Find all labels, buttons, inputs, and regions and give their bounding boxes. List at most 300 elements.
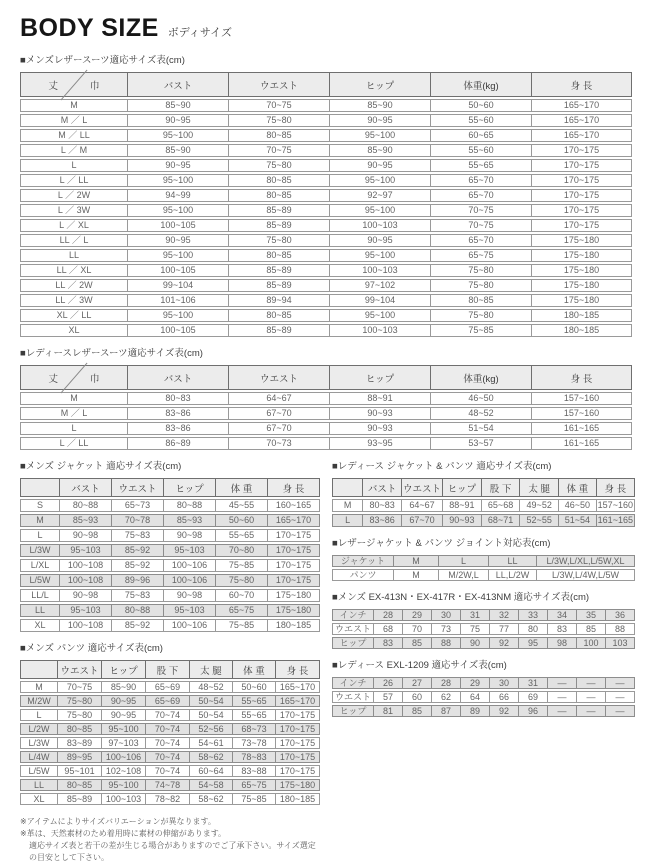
cell: 74~78: [146, 779, 190, 791]
cell: 170~175: [268, 574, 320, 587]
cell: 70~80: [216, 544, 268, 557]
table-row: [20, 249, 632, 262]
table-row: [20, 709, 320, 721]
header-row: [20, 72, 632, 97]
cell: 100: [577, 637, 606, 649]
cell: 64~67: [402, 499, 443, 512]
cell: 100~108: [60, 559, 112, 572]
cell: 170~175: [276, 723, 320, 735]
footnote-line: ※アイテムによりサイズバリエーションが異なります。: [20, 817, 216, 826]
ladies-exl-table: [332, 675, 635, 719]
cell: 90~95: [330, 234, 431, 247]
cell: 170~175: [532, 219, 632, 232]
cell: 90~93: [330, 407, 431, 420]
cell: 161~165: [597, 514, 635, 527]
cell: 55~65: [431, 159, 532, 172]
cell: 170~175: [268, 544, 320, 557]
row-label: L ／ 3W: [20, 204, 128, 217]
cell: 170~175: [532, 144, 632, 157]
table-row: [332, 705, 635, 717]
cell: 83~86: [128, 422, 229, 435]
cell: 165~170: [268, 514, 320, 527]
cell: 85~92: [112, 559, 164, 572]
cell: 75~85: [216, 559, 268, 572]
cell: L/3W,L/XL,L/5W,XL: [537, 555, 635, 567]
ladies-jacket-pants-table: [332, 476, 635, 529]
cell: 67~70: [229, 422, 330, 435]
cell: 53~57: [431, 437, 532, 450]
cell: 80~85: [58, 723, 102, 735]
cell: 64~67: [229, 392, 330, 405]
cell: 180~185: [276, 793, 320, 805]
section-title-mens-pants: ■メンズ パンツ 適応サイズ表(cm): [20, 643, 163, 654]
column-header: 身 長: [276, 660, 320, 679]
cell: 95~100: [102, 779, 146, 791]
cell: 70~75: [431, 204, 532, 217]
cell: 80~83: [128, 392, 229, 405]
two-column-area: [20, 461, 635, 864]
table-row: [332, 637, 635, 649]
row-label: L: [20, 422, 128, 435]
row-label: M: [332, 499, 363, 512]
cell: 83~89: [58, 737, 102, 749]
cell: 55~65: [233, 709, 276, 721]
row-label: ウエスト: [332, 623, 374, 635]
cell: 58~62: [190, 793, 233, 805]
row-label: LL: [20, 249, 128, 262]
cell: 69: [519, 691, 548, 703]
cell: 48~52: [190, 681, 233, 693]
cell: 88~91: [330, 392, 431, 405]
cell: 95: [519, 637, 548, 649]
column-header: 身 長: [532, 365, 632, 390]
cell: 68~71: [482, 514, 521, 527]
cell: 65~69: [146, 681, 190, 693]
cell: 161~165: [532, 437, 632, 450]
cell: 95~100: [330, 129, 431, 142]
table-row: [20, 499, 320, 512]
row-label: XL: [20, 793, 58, 805]
mens-pants-table-wrap: [20, 658, 320, 807]
corner-label-length: 丈: [48, 373, 58, 385]
section-ladies-leather-suit: [20, 348, 635, 452]
mens-pants-table: [20, 658, 320, 807]
cell: M: [394, 555, 439, 567]
cell: 95~100: [128, 204, 229, 217]
row-label: L ／ LL: [20, 437, 128, 450]
cell: 60: [403, 691, 432, 703]
table-row: [20, 681, 320, 693]
cell: —: [548, 677, 577, 689]
cell: 85: [577, 623, 606, 635]
row-label: M: [20, 392, 128, 405]
cell: 29: [461, 677, 490, 689]
cell: 81: [374, 705, 403, 717]
section-mens-jacket: [20, 461, 320, 634]
cell: 170~175: [532, 204, 632, 217]
cell: 46~50: [559, 499, 597, 512]
cell: 175~180: [532, 264, 632, 277]
cell: 80~85: [431, 294, 532, 307]
cell: 75~83: [112, 529, 164, 542]
cell: 175~180: [268, 589, 320, 602]
cell: 85~89: [58, 793, 102, 805]
cell: 83: [548, 623, 577, 635]
cell: 70~75: [431, 219, 532, 232]
mens-leather-suit-table-wrap: [20, 70, 635, 339]
cell: 165~170: [276, 681, 320, 693]
row-label: L/2W: [20, 723, 58, 735]
page-subtitle: ボディサイズ: [167, 27, 233, 39]
column-header: 体重(kg): [431, 365, 532, 390]
cell: 70~75: [229, 99, 330, 112]
cell: 85~89: [229, 204, 330, 217]
ladies-leather-suit-table-wrap: [20, 363, 635, 452]
diagonal-line: [61, 362, 88, 393]
cell: 73~78: [233, 737, 276, 749]
cell: 100~103: [330, 264, 431, 277]
cell: 99~104: [330, 294, 431, 307]
row-label: M ／ LL: [20, 129, 128, 142]
size-corner-cell: [20, 660, 58, 679]
cell: 70~74: [146, 751, 190, 763]
row-label: L: [332, 514, 363, 527]
cell: 31: [519, 677, 548, 689]
row-label: パンツ: [332, 569, 394, 581]
cell: 80~88: [60, 499, 112, 512]
cell: 85~93: [164, 514, 216, 527]
table-row: [20, 765, 320, 777]
cell: 90~98: [164, 529, 216, 542]
cell: 89~94: [229, 294, 330, 307]
section-title-ladies-exl: ■レディース EXL-1209 適応サイズ表(cm): [332, 660, 507, 671]
cell: 88: [432, 637, 461, 649]
cell: 157~160: [532, 407, 632, 420]
cell: 32: [490, 609, 519, 621]
cell: 58~62: [190, 751, 233, 763]
cell: 49~52: [520, 499, 559, 512]
cell: 165~170: [532, 114, 632, 127]
cell: 95~100: [102, 723, 146, 735]
cell: 165~170: [532, 99, 632, 112]
cell: 55~60: [431, 144, 532, 157]
cell: 34: [548, 609, 577, 621]
page-header: [20, 14, 635, 43]
cell: —: [577, 677, 606, 689]
cell: —: [606, 705, 635, 717]
table-row: [20, 437, 632, 450]
cell: 68: [374, 623, 403, 635]
cell: 80~88: [112, 604, 164, 617]
cell: 170~175: [276, 709, 320, 721]
table-row: [20, 99, 632, 112]
table-row: [20, 407, 632, 420]
cell: 95~103: [164, 604, 216, 617]
ladies-leather-suit-table: [20, 363, 632, 452]
row-label: インチ: [332, 609, 374, 621]
cell: 83~86: [128, 407, 229, 420]
cell: 100~103: [102, 793, 146, 805]
header-row: [332, 478, 635, 497]
row-label: L: [20, 529, 60, 542]
cell: 95~100: [128, 174, 229, 187]
cell: 161~165: [532, 422, 632, 435]
table-row: [332, 623, 635, 635]
column-header: ウエスト: [402, 478, 443, 497]
table-row: [20, 144, 632, 157]
cell: 28: [432, 677, 461, 689]
column-header: 太 腿: [190, 660, 233, 679]
cell: 68~73: [233, 723, 276, 735]
table-row: [20, 793, 320, 805]
row-label: LL ／ 2W: [20, 279, 128, 292]
row-label: L: [20, 709, 58, 721]
cell: 90~93: [330, 422, 431, 435]
row-label: L/XL: [20, 559, 60, 572]
cell: 175~180: [268, 604, 320, 617]
cell: 60~65: [431, 129, 532, 142]
column-header: ヒップ: [330, 72, 431, 97]
cell: LL: [489, 555, 537, 567]
cell: —: [548, 705, 577, 717]
cell: 75: [461, 623, 490, 635]
header-row: [20, 478, 320, 497]
row-label: LL ／ XL: [20, 264, 128, 277]
cell: 85~92: [112, 544, 164, 557]
cell: 89~95: [58, 751, 102, 763]
cell: 70~75: [229, 144, 330, 157]
column-header: 体 重: [216, 478, 268, 497]
cell: 90~95: [330, 114, 431, 127]
column-header: 身 長: [597, 478, 635, 497]
row-label: L/4W: [20, 751, 58, 763]
cell: 70~75: [58, 681, 102, 693]
cell: 50~60: [216, 514, 268, 527]
cell: 100~105: [128, 219, 229, 232]
table-row: [20, 309, 632, 322]
row-label: M ／ L: [20, 114, 128, 127]
cell: 170~175: [532, 174, 632, 187]
cell: 55~65: [216, 529, 268, 542]
table-row: [20, 234, 632, 247]
cell: 57: [374, 691, 403, 703]
cell: 95~103: [60, 604, 112, 617]
cell: 165~170: [532, 129, 632, 142]
cell: 95~100: [330, 309, 431, 322]
cell: —: [606, 677, 635, 689]
cell: 85: [403, 705, 432, 717]
cell: 170~175: [532, 159, 632, 172]
cell: 100~105: [128, 264, 229, 277]
cell: 170~175: [268, 559, 320, 572]
table-row: [20, 204, 632, 217]
column-header: 太 腿: [520, 478, 559, 497]
cell: 92: [490, 705, 519, 717]
cell: 95~101: [58, 765, 102, 777]
row-label: L/3W: [20, 544, 60, 557]
footnotes: [20, 816, 320, 864]
cell: 70~74: [146, 709, 190, 721]
cell: 78~83: [233, 751, 276, 763]
table-row: [20, 604, 320, 617]
cell: 85~90: [102, 681, 146, 693]
cell: 87: [432, 705, 461, 717]
cell: 65~70: [431, 174, 532, 187]
cell: 77: [490, 623, 519, 635]
cell: 27: [403, 677, 432, 689]
row-label: ジャケット: [332, 555, 394, 567]
section-joint: [332, 538, 635, 583]
table-row: [332, 609, 635, 621]
row-label: XL ／ LL: [20, 309, 128, 322]
cell: 75~83: [112, 589, 164, 602]
cell: 90~95: [102, 695, 146, 707]
cell: 75~80: [431, 309, 532, 322]
row-label: LL/L: [20, 589, 60, 602]
row-label: M: [20, 99, 128, 112]
cell: 75~85: [233, 793, 276, 805]
table-row: [20, 294, 632, 307]
column-header: 身 長: [532, 72, 632, 97]
row-label: L ／ LL: [20, 174, 128, 187]
column-header: ウエスト: [112, 478, 164, 497]
row-label: M ／ L: [20, 407, 128, 420]
column-header: バスト: [128, 365, 229, 390]
cell: 95~100: [128, 249, 229, 262]
cell: 157~160: [597, 499, 635, 512]
row-label: L ／ XL: [20, 219, 128, 232]
cell: 65~73: [112, 499, 164, 512]
section-mens-pants: [20, 643, 320, 807]
header-row: [20, 660, 320, 679]
cell: 67~70: [402, 514, 443, 527]
right-column: [332, 461, 635, 728]
cell: 80~85: [229, 189, 330, 202]
cell: 70~74: [146, 737, 190, 749]
table-row: [20, 219, 632, 232]
cell: 96: [519, 705, 548, 717]
size-corner-cell: [20, 365, 128, 390]
cell: 175~180: [276, 779, 320, 791]
cell: 52~56: [190, 723, 233, 735]
cell: 48~52: [431, 407, 532, 420]
cell: 90~93: [443, 514, 482, 527]
cell: 95~100: [128, 129, 229, 142]
cell: 90~98: [60, 589, 112, 602]
mens-ex-table-wrap: [332, 607, 635, 651]
section-mens-leather-suit: [20, 55, 635, 339]
cell: 70~74: [146, 765, 190, 777]
cell: 33: [519, 609, 548, 621]
cell: 88: [606, 623, 635, 635]
cell: 85: [403, 637, 432, 649]
table-row: [20, 114, 632, 127]
cell: 94~99: [128, 189, 229, 202]
cell: 80~85: [229, 174, 330, 187]
cell: 28: [374, 609, 403, 621]
cell: M: [394, 569, 439, 581]
cell: 85~90: [330, 144, 431, 157]
ladies-jacket-pants-table-wrap: [332, 476, 635, 529]
cell: 170~175: [268, 529, 320, 542]
cell: 100~106: [164, 619, 216, 632]
table-row: [20, 189, 632, 202]
mens-leather-suit-table: [20, 70, 632, 339]
cell: 92: [490, 637, 519, 649]
cell: 175~180: [532, 234, 632, 247]
cell: 85~90: [128, 144, 229, 157]
table-row: [20, 129, 632, 142]
row-label: LL: [20, 779, 58, 791]
cell: 62: [432, 691, 461, 703]
cell: 30: [490, 677, 519, 689]
cell: 90~95: [128, 114, 229, 127]
cell: 65~75: [431, 249, 532, 262]
column-header: ヒップ: [102, 660, 146, 679]
mens-jacket-table: [20, 476, 320, 634]
cell: 180~185: [268, 619, 320, 632]
cell: 97~103: [102, 737, 146, 749]
cell: 80~85: [229, 129, 330, 142]
cell: 100~103: [330, 219, 431, 232]
row-label: ヒップ: [332, 637, 374, 649]
cell: 85~89: [229, 264, 330, 277]
cell: 75~80: [229, 114, 330, 127]
cell: 70: [403, 623, 432, 635]
row-label: L ／ M: [20, 144, 128, 157]
cell: 80~85: [58, 779, 102, 791]
cell: 50~60: [233, 681, 276, 693]
cell: 101~106: [128, 294, 229, 307]
cell: 100~106: [164, 559, 216, 572]
column-header: ウエスト: [229, 72, 330, 97]
column-header: ヒップ: [330, 365, 431, 390]
cell: —: [606, 691, 635, 703]
cell: 100~105: [128, 324, 229, 337]
cell: 100~108: [60, 619, 112, 632]
section-title-joint: ■レザージャケット & パンツ ジョイント対応表(cm): [332, 538, 551, 549]
cell: 83~88: [233, 765, 276, 777]
cell: 78~82: [146, 793, 190, 805]
cell: 75~80: [229, 159, 330, 172]
cell: 85~89: [229, 279, 330, 292]
cell: 29: [403, 609, 432, 621]
cell: 75~80: [431, 264, 532, 277]
section-title-mens-leather-suit: ■メンズレザースーツ適応サイズ表(cm): [20, 55, 185, 66]
column-header: 体 重: [559, 478, 597, 497]
cell: 54~61: [190, 737, 233, 749]
cell: 50~60: [431, 99, 532, 112]
cell: 26: [374, 677, 403, 689]
row-label: M/2W: [20, 695, 58, 707]
table-row: [20, 737, 320, 749]
cell: —: [577, 691, 606, 703]
cell: 65~75: [216, 604, 268, 617]
column-header: ウエスト: [58, 660, 102, 679]
cell: 70~73: [229, 437, 330, 450]
cell: 93~95: [330, 437, 431, 450]
table-row: [332, 569, 635, 581]
cell: 70~74: [146, 723, 190, 735]
cell: 95~103: [164, 544, 216, 557]
section-title-ladies-jacket-pants: ■レディース ジャケット & パンツ 適応サイズ表(cm): [332, 461, 552, 472]
cell: 85~92: [112, 619, 164, 632]
cell: 75~80: [431, 279, 532, 292]
cell: L: [439, 555, 489, 567]
cell: 52~55: [520, 514, 559, 527]
cell: 80~88: [164, 499, 216, 512]
cell: 100~108: [60, 574, 112, 587]
